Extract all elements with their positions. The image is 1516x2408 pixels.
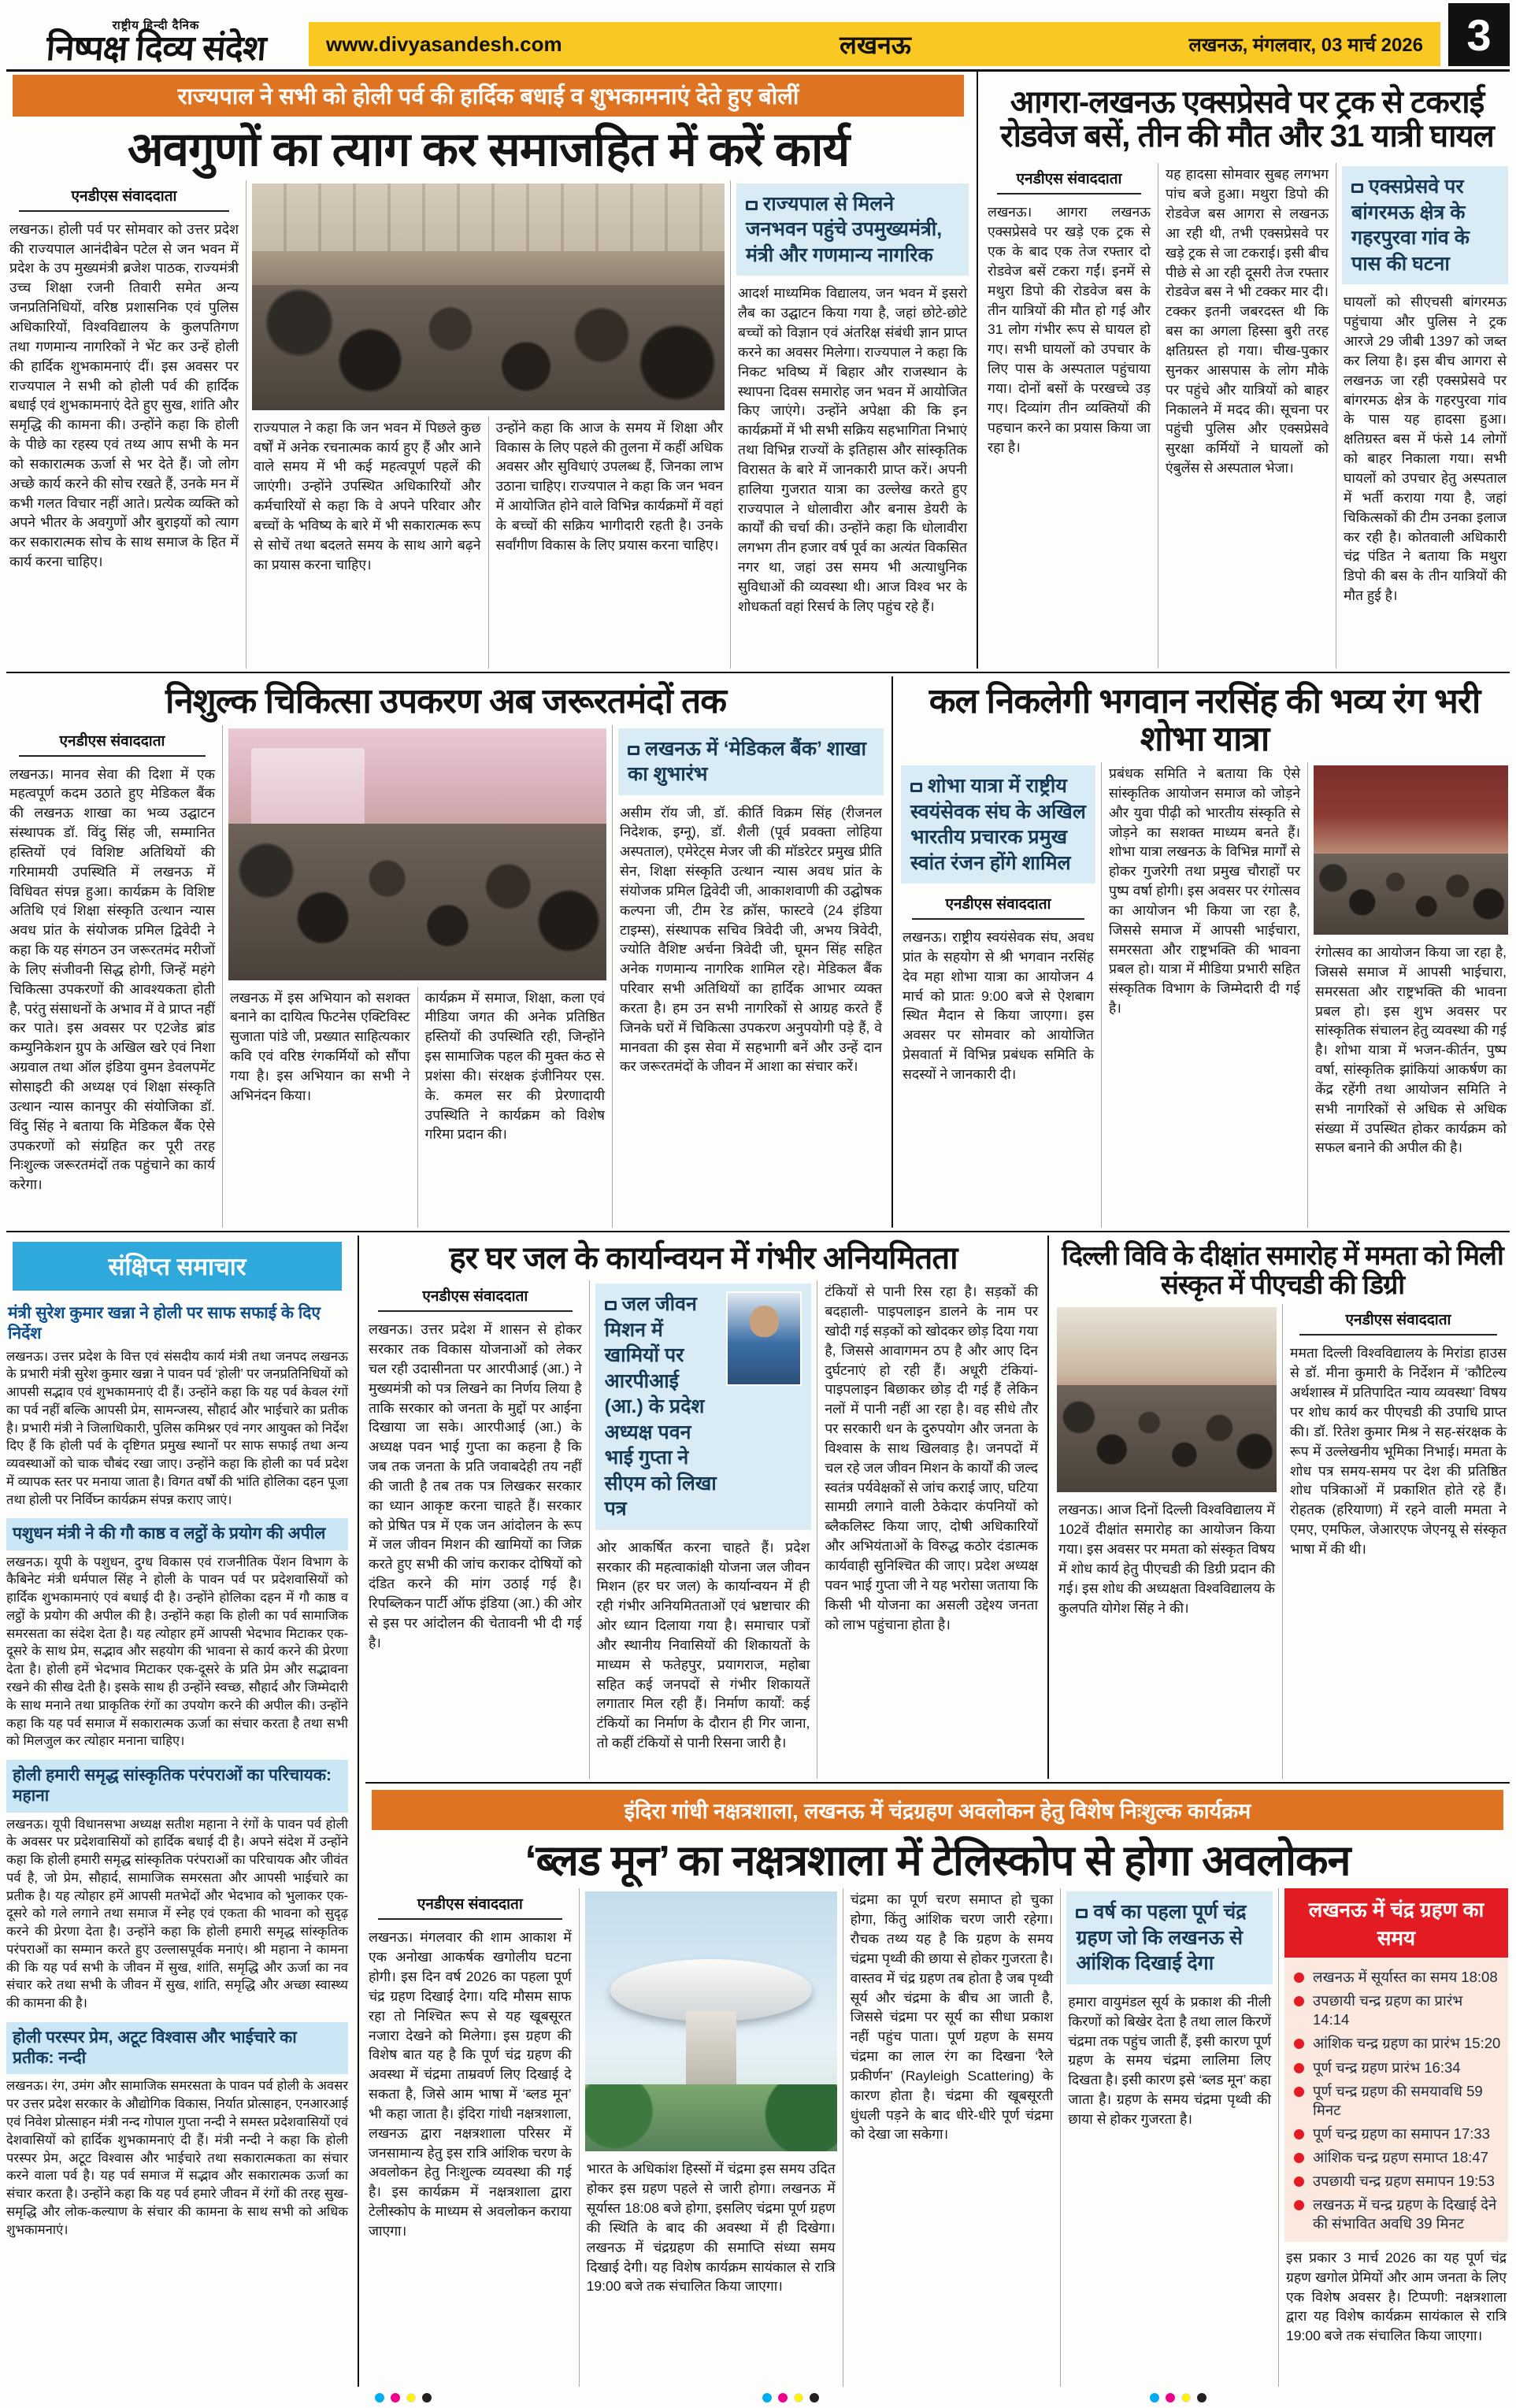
medical-bank-event-photo: [228, 728, 606, 980]
article-text: हमारा वायुमंडल सूर्य के प्रकाश की नीली किरणों को बिखेर देता है तथा लाल किरणें चंद्रमा तक पहुंच जाती हैं, इसी कारण पूर्ण ग्रहण के समय चंद्रमा लालिमा लिए दिखता है। इसी कारण इसे ‘ब्लड मून’ कहा जाता है। ग्रहण के समय चंद्रमा पृथ्वी की छाया से होकर गुजरता है।: [1068, 1993, 1272, 2127]
article-text: भारत के अधिकांश हिस्सों में चंद्रमा इस समय उदित होकर इस ग्रहण पहले से जारी होगा। लखनऊ में सूर्यास्त 18:08 बजे होगा, इसलिए चंद्रमा पूर्ण ग्रहण की स्थिति के बाद की अवस्था में ही दिखेगा। लखनऊ में चंद्रग्रहण की समाप्ति संध्या समय दिखाई देगी। यह विशेष कार्यक्रम सायंकाल से रात्रि 19:00 बजे तक संचालित किया जाएगा।: [586, 2161, 836, 2295]
byline: एनडीएस संवाददाता: [378, 1282, 573, 1312]
cyan-dot-icon: [375, 2393, 384, 2402]
box-square-icon: [910, 783, 922, 792]
brief-item: [6, 1518, 348, 1754]
convocation-photo: [1057, 1307, 1277, 1492]
yellow-dot-icon: [794, 2393, 803, 2402]
edition-city: लखनऊ: [840, 30, 911, 59]
brief-item: [6, 2022, 348, 2242]
eclipse-timing-item: पूर्ण चन्द्र ग्रहण प्रारंभ 16:34: [1289, 2056, 1502, 2080]
article-text: लखनऊ। मानव सेवा की दिशा में एक महत्वपूर्ण कदम उठाते हुए मेडिकल बैंक की लखनऊ शाखा का भव्य उद्घाटन संस्थापक डॉ. विंदु सिंह जी, सम्मानित हस्तियों एवं विशिष्ट अतिथियों की गरिमामयी उपस्थिति में लखनऊ में विधिवत संपन्न हुआ। कार्यक्रम के विशिष्ट अतिथि एवं शिक्षा संस्कृति उत्थान न्यास अवध प्रांत के संयोजक प्रमिल द्विवेदी ने कहा कि यह संगठन उन जरूरतमंद मरीजों के लिए संजीवनी सिद्ध होगी, जिन्हें महंगे चिकित्सा उपकरणों की आवश्यकता होती है, परंतु संसाधनों के अभाव में वे प्राप्त नहीं कर पाते। इस अवसर पर ए2जेड ब्रांड कम्युनिकेशन ग्रुप के अखिल खरे एवं निशा अग्रवाल तथा ऑल इंडिया वुमन डेवलपमेंट सोसाइटी की अध्यक्ष एवं शिक्षा संस्कृति उत्थान न्यास कानपुर की संयोजिका डॉ. विंदु सिंह ने बताया कि मेडिकल बैंक ऐसे उपकरणों को संग्रहित कर पूरी तरह निःशुल्क जरूरतमंदों तक पहुंचाने का कार्य करेगा।: [9, 765, 215, 1193]
bloodmoon-section: [364, 1787, 1511, 2387]
magenta-dot-icon: [1166, 2393, 1175, 2402]
article-text: ममता दिल्ली विश्वविद्यालय के मिरांडा हाउस से डॉ. मीना कुमारी के निर्देशन में ‘कौटिल्य अर्थशास्त्र में प्रतिपादित न्याय व्यवस्था’ विषय पर शोध कार्य कर पीएचडी की उपाधि प्राप्त की। डॉ. रितेश कुमार मिश्र ने सह-संरक्षक के रूप में उल्लेखनीय भूमिका निभाई। ममता के शोध पत्र समय-समय पर देश की प्रतिष्ठित शोध पत्रिकाओं में प्रकाशित होते रहे हैं। रोहतक (हरियाणा) में रहने वाली ममता ने एमए, एमफिल, जेआरएफ जेएनयू से संस्कृत भाषा में की थी।: [1290, 1345, 1507, 1557]
black-dot-icon: [422, 2393, 432, 2402]
logo-tagline: राष्ट्रीय हिन्दी दैनिक: [112, 19, 200, 32]
headline-accident: आगरा-लखनऊ एक्सप्रेसवे पर ट्रक से टकराई रोडवेज बसें, तीन की मौत और 31 यात्री घायल: [1000, 85, 1494, 154]
briefs-list: [6, 1298, 348, 2242]
website-link[interactable]: www.divyasandesh.com: [326, 31, 562, 56]
row-divider: [6, 1231, 1510, 1232]
article-text: लखनऊ। मंगलवार की शाम आकाश में एक अनोखा आकर्षक खगोलीय घटना होगी। इस दिन वर्ष 2026 का पहला पूर्ण चंद्र ग्रहण दिखाई देगा। यदि मौसम साफ रहा तो निश्चित रूप से यह खूबसूरत नजारा देखने को मिलेगा। इस ग्रहण की विशेष बात यह है कि पूर्ण चंद्र ग्रहण की अवस्था में चंद्रमा ताम्रवर्ण लिए दिखाई दे सकता है, जिसे आम भाषा में ‘ब्लड मून’ भी कहा जाता है। इंदिरा गांधी नक्षत्रशाला, लखनऊ द्वारा नक्षत्रशाला परिसर में जनसामान्य हेतु इस रात्रि आंशिक चरण के अवलोकन हेतु निःशुल्क व्यवस्था की गई है। इस कार्यक्रम में नक्षत्रशाला द्वारा टेलीस्कोप के माध्यम से अवलोकन कराया जाएगा।: [369, 1929, 572, 2239]
article-text: घायलों को सीएचसी बांगरमऊ पहुंचाया और पुलिस ने ट्रक आरजे 29 जीबी 1397 को जब्त कर लिया है। इस बीच आगरा से लखनऊ जा रही एक्सप्रेसवे पर बांगरमऊ क्षेत्र के गहरपुरवा गांव के पास यह हादसा हुआ। क्षतिग्रस्त बस में फंसे 14 लोगों को बाहर निकाला गया। सभी घायलों को उपचार हेतु अस्पताल में भर्ती कराया गया है, जहां चिकित्सकों की टीम उनका इलाज कर रही है। कोतवाली अधिकारी चंद्र पंडित ने बताया कि मथुरा डिपो की बस के तीन यात्रियों की मौत हुई है।: [1344, 294, 1507, 604]
article-text: प्रबंधक समिति ने बताया कि ऐसे सांस्कृतिक आयोजन समाज को जोड़ने और युवा पीढ़ी को भारतीय संस्कृति से जोड़ने का सशक्त माध्यम बनते हैं। शोभा यात्रा लखनऊ के विभिन्न मार्गों से होकर गुजरेगी तथा प्रमुख चौराहों पर पुष्प वर्षा होगी। इस अवसर पर रंगोत्सव का आयोजन भी किया जा रहा है, जिससे समाज में आपसी भाईचारा, समरसता और राष्ट्रभक्ति की भावना प्रबल हो। यात्रा में मीडिया प्रभारी सहित संस्कृतिक विभाग के जिम्मेदारी दी गई है।: [1109, 765, 1300, 1017]
audience-silhouettes: [252, 285, 725, 409]
story-medical-bank: [5, 676, 887, 1228]
print-registration-marks: [5, 2387, 1511, 2408]
press-conference-photo: [1314, 765, 1508, 935]
headline-bloodmoon: ‘ब्लड मून’ का नक्षत्रशाला में टेलिस्कोप से होगा अवलोकन: [524, 1837, 1351, 1884]
box-square-icon: [746, 201, 758, 210]
headline-governor: अवगुणों का त्याग कर समाजहित में करें कार्य: [127, 123, 850, 176]
story-bloodmoon: [364, 1787, 1511, 2387]
article-text: रंगोत्सव का आयोजन किया जा रहा है, जिससे समाज में आपसी भाईचारा, समरसता और राष्ट्रभक्ति की भावना प्रबल हो। इस शुभ अवसर पर सांस्कृतिक संचालन हेतु व्यवस्था की गई है। शोभा यात्रा में भजन-कीर्तन, पुष्प वर्षा, सांस्कृतिक झांकियां आकर्षण का केंद्र रहेंगी तथा आयोजन समिति ने सभी नागरिकों से अधिक से अधिक संख्या में उपस्थित होकर कार्यक्रम को सफल बनाने की अपील की है।: [1315, 944, 1507, 1156]
headline-mamata: दिल्ली विवि के दीक्षांत समारोह में ममता को मिली संस्कृत में पीएचडी की डिग्री: [1062, 1241, 1503, 1300]
story-mamata-phd: [1054, 1235, 1511, 1779]
byline: एनडीएस संवाददाता: [378, 1890, 562, 1920]
eclipse-timings-box: [1284, 1888, 1508, 2387]
brief-item: [6, 1298, 348, 1512]
reg-dot-group: [762, 2393, 819, 2402]
article-text: आदर्श माध्यमिक विद्यालय, जन भवन में इसरो लैब का उद्घाटन किया गया है, जहां छोटे-छोटे बच्चों को विज्ञान एवं अंतरिक्ष संबंधी ज्ञान प्राप्त करने का अवसर मिलेगा। राज्यपाल ने कहा कि निकट भविष्य में बिहार और राजस्थान के स्थापना दिवस समारोह जन भवन में आयोजित किए जाएंगे। उन्होंने अपेक्षा की कि इन कार्यक्रमों में भी सभी सक्रिय सहभागिता निभाएं तथा विभिन्न राज्यों के इतिहास और सांस्कृतिक विरासत के बारे में जानकारी प्राप्त करें। अपनी हालिया गुजरात यात्रा का उल्लेख करते हुए राज्यपाल ने धोलावीरा और बनास डेयरी के कार्यों की चर्चा की। उन्होंने कहा कि धोलावीरा लगभग तीन हजार वर्ष पूर्व का अत्यंत विकसित नगर था, जहां उस समय भी अत्याधुनिक सुविधाओं की व्यवस्था थी। आज विश्व भर के शोधकर्ता वहां रिसर्च के लिए पहुंच रहे हैं।: [738, 285, 967, 614]
magenta-dot-icon: [391, 2393, 400, 2402]
highlight-box-governor: राज्यपाल से मिलने जनभवन पहुंचे उपमुख्यमंत्री, मंत्री और गणमान्य नागरिक: [736, 183, 969, 276]
masthead-band: [309, 22, 1440, 66]
article-text: टंकियों से पानी रिस रहा है। सड़कों की बदहाली- पाइपलाइन डालने के नाम पर खोदी गई सड़कों को खोदकर छोड़ दिया गया है, जिससे आवागमन ठप है और आए दिन दुर्घटनाएं हो रही हैं। अधूरी टंकियां- पाइपलाइन बिछाकर छोड़ दी गई हैं लेकिन नलों में पानी नहीं आ रहा है। वह सीधे तौर पर सरकारी धन के दुरुपयोग और जनता के विश्वास के साथ खिलवाड़ है। जनपदों में चल रहे जल जीवन मिशन के कार्यों की जल्द स्वतंत्र पर्यवेक्षकों से जांच कराई जाए, घटिया सामग्री लगाने वाली ठेकेदार कंपनियों को ब्लैकलिस्ट किया जाए, दोषी अधिकारियों और अभियंताओं के विरुद्ध कठोर दंडात्मक कार्यवाही सुनिश्चित की जाए। प्रदेश अध्यक्ष पवन भाई गुप्ता जी ने यह भरोसा जताया कि किसी भी योजना का असली उद्देश्य जनता को लाभ पहुंचाना होता है।: [825, 1284, 1039, 1632]
story-narsingh-yatra: [898, 676, 1511, 1228]
black-dot-icon: [1197, 2393, 1206, 2402]
row-divider: [6, 672, 1510, 673]
planetarium-photo: [585, 1891, 837, 2151]
byline: एनडीएस संवाददाता: [997, 165, 1141, 194]
newspaper-logo: [11, 20, 301, 66]
eclipse-timing-item: पूर्ण चन्द्र ग्रहण का समापन 17:33: [1289, 2122, 1502, 2146]
story-divider: [1047, 1235, 1049, 1779]
logo-title: निष्पक्ष दिव्य संदेश: [45, 29, 267, 68]
headline-jal: हर घर जल के कार्यान्वयन में गंभीर अनियमितता: [449, 1241, 958, 1276]
brief-body: लखनऊ। रंग, उमंग और सामाजिक समरसता के पावन पर्व होली के अवसर पर उत्तर प्रदेश सरकार के औद्योगिक विकास, निर्यात प्रोत्साहन, एनआरआई एवं निवेश प्रोत्साहन मंत्री नन्द गोपाल गुप्ता नन्दी ने समस्त प्रदेशवासियों एवं देशवासियों को हार्दिक शुभकामनाएं दी हैं। मंत्री नन्दी ने कहा कि होली परस्पर प्रेम, अटूट विश्वास और भाईचारे तथा सकारात्मकता का संचार करने वाला पर्व है। यह पर्व समाज में सद्भाव और सकारात्मक ऊर्जा का संचार करता है। उन्होंने कहा कि यह पर्व हमारे जीवन में रंगों की तरह सुख-समृद्धि और लोक-कल्याण के संचार की कामना के साथ सभी को अधिक शुभकामनाएं।: [6, 2079, 348, 2237]
kicker-bloodmoon: इंदिरा गांधी नक्षत्रशाला, लखनऊ में चंद्रग्रहण अवलोकन हेतु विशेष निःशुल्क कार्यक्रम: [372, 1790, 1503, 1830]
brief-body: लखनऊ। यूपी के पशुधन, दुग्ध विकास एवं राजनीतिक पेंशन विभाग के कैबिनेट मंत्री धर्मपाल सिंह ने होली के पावन पर्व पर प्रदेशवासियों को हार्दिक शुभकामनाएं एवं बधाई दी है। उन्होंने होलिका दहन में गौ काष्ठ व लट्ठों के प्रयोग की अपील की है। उन्होंने कहा कि होली का पर्व सामाजिक समरसता का संदेश देता है। यह त्योहार हमें आपसी भेदभाव मिटाकर एक-दूसरे के साथ प्रेम, सद्भाव और सहयोग की भावना से कार्य करने की प्रेरणा देता है। होली हमें भेदभाव मिटाकर एक-दूसरे के प्रति प्रेम और सद्भावना रखने की सीख देती है। इसके साथ ही उन्होंने स्वच्छ, सौहार्द और जिम्मेदारी के साथ मनाने तथा प्राकृतिक रंगों का उपयोग करने की अपील की। उन्होंने कहा कि यह पर्व समाज में सकारात्मक ऊर्जा का संचार करता है तथा सभी को मिलजुल कर त्योहार मनाना चाहिए।: [6, 1554, 348, 1749]
brief-heading: होली हमारी समृद्ध सांस्कृतिक परंपराओं का परिचायक: महाना: [6, 1760, 348, 1813]
cyan-dot-icon: [1150, 2393, 1159, 2402]
briefs-sidebar: [5, 1235, 353, 2387]
brief-heading: पशुधन मंत्री ने की गौ काष्ठ व लट्ठों के प्रयोग की अपील: [6, 1518, 348, 1550]
eclipse-timings-title: लखनऊ में चंद्र ग्रहण का समय: [1284, 1888, 1508, 1958]
eclipse-timings-list: [1289, 1965, 1502, 2236]
article-text: लखनऊ। उत्तर प्रदेश में शासन से होकर सरकार तक विकास योजनाओं को लेकर चल रही उदासीनता पर आरपीआई (आ.) ने मुख्यमंत्री को पत्र लिखने का निर्णय लिया है ताकि सरकार को जनता के मुद्दों पर आईना दिखाया जा सके। आरपीआई (आ.) के अध्यक्ष पवन भाई गुप्ता का कहना है कि जब तक जनता के प्रति जवाबदेही तय नहीं की जाती है तब तक पत्र लिखकर सरकार का ध्यान आकृष्ट करना चाहते हैं। सरकार को प्रेषित पत्र में एक जन आंदोलन के रूप में जल जीवन मिशन की खामियों का जिक्र करते हुए सभी की जांच कराकर दोषियों को दंडित करने की मांग उठाई गई है। रिपब्लिकन पार्टी ऑफ इंडिया (आ.) की ओर से इस पर आंदोलन की चेतावनी भी दी गई है।: [369, 1321, 582, 1650]
bottom-area: [5, 1235, 1511, 2387]
story-governor-holi: [5, 72, 972, 669]
headline-medical: निशुल्क चिकित्सा उपकरण अब जरूरतमंदों तक: [165, 682, 727, 721]
article-text: उन्होंने कहा कि आज के समय में शिक्षा और विकास के लिए पहले की तुलना में कहीं अधिक अवसर और सुविधाएं उपलब्ध हैं, जिनका लाभ उठाना चाहिए। राज्यपाल ने कहा कि जन भवन में आयोजित होने वाले विभिन्न कार्यक्रमों में वहां के बच्चों की सक्रिय भागीदारी रहती है। उनके सर्वांगीण विकास के लिए प्रयास करना चाहिए।: [495, 419, 723, 553]
article-text: राज्यपाल ने कहा कि जन भवन में पिछले कुछ वर्षों में अनेक रचनात्मक कार्य हुए हैं और आने वाले समय में भी कई महत्वपूर्ण पहलें की जाएंगी। उन्होंने उपस्थित अधिकारियों और कर्मचारियों से कहा कि वे अपने परिवार और बच्चों के भविष्य के बारे में भी सकारात्मक रूप से सोचें तथा बदलते समय के साथ आगे बढ़ने का प्रयास करना चाहिए।: [254, 419, 481, 572]
brief-item: [6, 1760, 348, 2016]
eclipse-timing-item: आंशिक चन्द्र ग्रहण समाप्त 18:47: [1289, 2146, 1502, 2169]
eclipse-timing-item: लखनऊ में चन्द्र ग्रहण के दिखाई देने की संभावित अवधि 39 मिनट: [1289, 2193, 1502, 2236]
byline: एनडीएस संवाददाता: [1299, 1306, 1497, 1336]
guests-silhouettes: [228, 824, 606, 980]
masthead: [5, 0, 1511, 69]
article-text: लखनऊ। आज दिनों दिल्ली विश्वविद्यालय में 102वें दीक्षांत समारोह का आयोजन किया गया। इस अवसर पर ममता को संस्कृत विषय में शोध कार्य हेतु पीएचडी की डिग्री प्रदान की गई। इस शोध की अध्यक्षता विश्वविद्यालय के कुलपति योगेश सिंह ने की।: [1058, 1502, 1275, 1616]
kicker-governor: राज्यपाल ने सभी को होली पर्व की हार्दिक बधाई व शुभकामनाएं देते हुए बोलीं: [13, 75, 964, 117]
story-expressway-accident: [983, 72, 1511, 669]
reg-dot-group: [1150, 2393, 1206, 2402]
top-row: [5, 72, 1511, 669]
highlight-box-accident: एक्सप्रेसवे पर बांगरमऊ क्षेत्र के गहरपुरवा गांव के पास की घटना: [1342, 166, 1508, 284]
story-divider: [891, 676, 893, 1228]
magenta-dot-icon: [778, 2393, 788, 2402]
highlight-box-bloodmoon: वर्ष का पहला पूर्ण चंद्र ग्रहण जो कि लखनऊ से आंशिक दिखाई देगा: [1066, 1891, 1273, 1984]
speakers-silhouettes: [1314, 854, 1508, 935]
yellow-dot-icon: [406, 2393, 416, 2402]
brief-body: लखनऊ। यूपी विधानसभा अध्यक्ष सतीश महाना ने रंगों के पावन पर्व होली के अवसर पर प्रदेशवासियों को हार्दिक बधाई दी है। अपने संदेश में उन्होंने कहा कि होली हमारी समृद्ध सांस्कृतिक परंपराओं का परिचायक और जीवंत पर्व है, जो प्रेम, सौहार्द, सामाजिक समरसता और आपसी भाईचारे का प्रतीक है। यह त्योहार हमें आपसी मतभेदों और भेदभाव को भुलाकर एक-दूसरे को गले लगाने तथा समाज में स्नेह एवं एकता की भावना को सुदृढ़ करने की प्रेरणा देता है। उन्होंने कहा कि होली हमारी समृद्ध सांस्कृतिक परंपराओं का सम्मान करते हुए उल्लासपूर्वक मनाएं। श्री महाना ने कामना की कि यह पर्व सभी के जीवन में सुख, शांति, समृद्धि और ऊर्जा का नव संचार करे तथा सभी के जीवन में सुख, शांति, समृद्धि और अच्छा स्वास्थ्य की कामना की है।: [6, 1817, 348, 2011]
box-square-icon: [628, 746, 639, 755]
box-square-icon: [1076, 1909, 1088, 1918]
eclipse-timings-body: [1284, 1958, 1508, 2242]
page-number: 3: [1448, 3, 1510, 66]
eclipse-timing-item: आंशिक चन्द्र ग्रहण का प्रारंभ 15:20: [1289, 2032, 1502, 2055]
pawan-gupta-portrait: [726, 1291, 802, 1386]
middle-row: [5, 676, 1511, 1228]
brief-heading: होली परस्पर प्रेम, अटूट विश्वास और भाईचारे का प्रतीक: नन्दी: [6, 2022, 348, 2075]
byline: एनडीएस संवाददाता: [912, 890, 1084, 920]
box-square-icon: [605, 1301, 617, 1310]
article-text: लखनऊ में इस अभियान को सशक्त बनाने का दायित्व फिटनेस एक्टिविस्ट सुजाता पांडे जी, प्रख्यात साहित्यकार कवि एवं वरिष्ठ रंगकर्मियों को सौंपा गया है। इस अभियान का सभी ने अभिनंदन किया।: [230, 989, 410, 1103]
headline-narsingh: कल निकलेगी भगवान नरसिंह की भव्य रंग भरी शोभा यात्रा: [929, 682, 1481, 758]
article-text: चंद्रमा का पूर्ण चरण समाप्त हो चुका होगा, किंतु आंशिक चरण जारी रहेगा। रौचक तथ्य यह है कि ग्रहण के समय चंद्रमा पृथ्वी की छाया से होकर गुजरता है। वास्तव में चंद्र ग्रहण तब होता है जब पृथ्वी सूर्य और चंद्रमा के बीच आ जाती है, जिससे चंद्रमा पर सूर्य का सीधा प्रकाश नहीं पहुंच पाता। पूर्ण ग्रहण के समय चंद्रमा का लाल रंग का दिखना ‘रैले प्रकीर्णन’ (Rayleigh Scattering) के कारण होता है। चंद्रमा की खूबसूरती धुंधली पड़ने के बाद धीरे-धीरे पूर्ण चंद्रमा को देखा जा सकेगा।: [850, 1891, 1054, 2143]
brief-body: लखनऊ। उत्तर प्रदेश के वित्त एवं संसदीय कार्य मंत्री तथा जनपद लखनऊ के प्रभारी मंत्री सुरेश कुमार खन्ना ने पावन पर्व ‘होली’ पर जनप्रतिनिधियों को आपसी सद्भाव एवं शुभकामनाएं दी हैं। उन्होंने कहा कि यह पर्व केवल रंगों का पर्व नहीं बल्कि आपसी प्रेम, सामन्जस्य, सौहार्द और भाईचारे का प्रतीक है। प्रभारी मंत्री ने जिलाधिकारी, पुलिस कमिश्नर एवं नगर आयुक्त को निर्देश दिए हैं कि होली पर्व के दृष्टिगत प्रमुख स्थानों पर साफ सफाई तथा अन्य व्यवस्थाओं को चाक चौबंद रखा जाए। उन्होंने कहा कि होली का पर्व प्रदेश में व्यापक स्तर पर मनाया जाता है। विगत वर्षों की भांति होलिका दहन पूजा तथा होली पर निर्विघ्न कार्यक्रम संपन्न कराए जाएं।: [6, 1349, 348, 1507]
article-text: लखनऊ। राष्ट्रीय स्वयंसेवक संघ, अवध प्रांत के सहयोग से श्री भगवान नरसिंह देव महा शोभा यात्रा का आयोजन 4 मार्च को प्रातः 9:00 बजे से ऐशबाग स्थित मैदान से किया जाएगा। इस अवसर पर सोमवार को आयोजित प्रेसवार्ता में विभिन्न प्रबंधक समिति के सदस्यों ने जानकारी दी।: [903, 929, 1094, 1082]
eclipse-timing-item: पूर्ण चन्द्र ग्रहण की समयावधि 59 मिनट: [1289, 2080, 1502, 2122]
article-text: इस प्रकार 3 मार्च 2026 का यह पूर्ण चंद्र ग्रहण खगोल प्रेमियों और आम जनता के लिए एक विशेष अवसर है। टिप्पणी: नक्षत्रशाला द्वारा यह विशेष कार्यक्रम सायंकाल से रात्रि 19:00 बजे तक संचालित किया जाएगा।: [1286, 2249, 1507, 2344]
article-text: कार्यक्रम में समाज, शिक्षा, कला एवं मीडिया जगत की अनेक प्रतिष्ठित हस्तियों की उपस्थिति रही, जिन्होंने इस सामाजिक पहल की मुक्त कंठ से प्रशंसा की। संरक्षक इंजीनियर एस. के. कमल सर की प्रेरणादायी उपस्थिति ने कार्यक्रम को विशेष गरिमा प्रदान की।: [424, 989, 605, 1143]
row-divider: [365, 1782, 1510, 1784]
eclipse-timing-item: लखनऊ में सूर्यास्त का समय 18:08: [1289, 1965, 1502, 1989]
article-text: लखनऊ। होली पर्व पर सोमवार को उत्तर प्रदेश की राज्यपाल आनंदीबेन पटेल से जन भवन में प्रदेश के उप मुख्यमंत्री ब्रजेश पाठक, राज्यमंत्री उच्च शिक्षा रजनी तिवारी समेत अन्य जनप्रतिनिधियों, वरिष्ठ प्रशासनिक एवं पुलिस अधिकारियों, विश्वविद्यालय के कुलपतिगण तथा गणमान्य नागरिकों ने भेंट कर उन्हें होली की हार्दिक शुभकामनाएं दीं। इस अवसर पर राज्यपाल ने सभी को होली पर्व की हार्दिक बधाई एवं शुभकामनाएं देते हुए सुख, शांति और समृद्धि की कामना की। उन्होंने कहा कि होली के पीछे का रहस्य एवं तथ्य आप सभी के मन को सकारात्मक ऊर्जा से भर देते हैं। जो लोग अच्छे कार्य करने की सोच रखते हैं, उनके मन में कभी गलत विचार नहीं आते। प्रत्येक व्यक्ति को अपने भीतर के अवगुणों और बुराइयों को त्याग कर सकारात्मक सोच के साथ समाज के हित में कार्य करना चाहिए।: [9, 220, 239, 570]
box-square-icon: [1351, 183, 1363, 193]
story-divider: [977, 72, 978, 669]
cyan-dot-icon: [762, 2393, 772, 2402]
yellow-dot-icon: [1181, 2393, 1191, 2402]
article-text: लखनऊ। आगरा लखनऊ एक्सप्रेसवे पर खड़े एक ट्रक से एक के बाद एक तेज रफ्तार दो रोडवेज बसें टकरा गईं। इनमें से मथुरा डिपो की रोडवेज बस के तीन यात्रियों की मौत हो गई और 31 लोग गंभीर रूप से घायल हो गए। सभी घायलों को उपचार के लिए पास के अस्पताल पहुंचाया गया। दोनों बसों के परखच्चे उड़ गए। दिव्यांग तीन व्यक्तियों की पहचान करने का प्रयास किया जा रहा है।: [988, 204, 1151, 455]
byline: एनडीएस संवाददाता: [19, 182, 229, 212]
dateline: लखनऊ, मंगलवार, 03 मार्च 2026: [1188, 34, 1423, 56]
article-text: असीम रॉय जी, डॉ. कीर्ति विक्रम सिंह (रीजनल निदेशक, इग्नू), डॉ. शैली (पूर्व प्रवक्ता लोहिया अस्पताल), एमेरेट्स मेजर जी की मॉडरेटर प्रमुख प्रीति सेन, शिक्षा संस्कृति उत्थान न्यास अवध प्रांत के संयोजक प्रमिल द्विवेदी जी, आकाशवाणी की उद्घोषक कल्पना जी, टीम रेड क्रॉस, फास्टवे (24 इंडिया टाइम्स), संस्थापक सचिव त्रिवेदी जी, अभय त्रिवेदी, ज्योति वैशिष्ट अर्चना त्रिवेदी जी, घूमन सिंह सहित अनेक गणमान्य नागरिक शामिल रहे। मेडिकल बैंक परिवार सभी अतिथियों का हार्दिक आभार व्यक्त करता है। हम उन सभी नागरिकों से आग्रह करते हैं जिनके घरों में चिकित्सा उपकरण अनुपयोगी पड़े हैं, वे मानवता की इस सेवा में सहभागी बनें और उन्हें दान कर जरूरतमंदों के जीवन में आशा का संचार करें।: [620, 804, 882, 1075]
highlight-box-narsingh: शोभा यात्रा में राष्ट्रीय स्वयंसेवक संघ के अखिल भारतीय प्रचारक प्रमुख स्वांत रंजन होंगे शामिल: [901, 765, 1095, 884]
brief-heading: मंत्री सुरेश कुमार खन्ना ने होली पर साफ सफाई के दिए निर्देश: [8, 1304, 321, 1343]
sidebar-divider: [358, 1235, 359, 2387]
eclipse-timing-item: उपछायी चन्द्र ग्रहण समापन 19:53: [1289, 2169, 1502, 2193]
eclipse-timing-item: उपछायी चन्द्र ग्रहण का प्रारंभ 14:14: [1289, 1989, 1502, 2032]
reg-dot-group: [375, 2393, 432, 2402]
byline: एनडीएस संवाददाता: [19, 727, 206, 757]
article-text: ओर आकर्षित करना चाहते हैं। प्रदेश सरकार की महत्वाकांक्षी योजना जल जीवन मिशन (हर घर जल) के कार्यान्वयन में ही रही गंभीर अनियमितताओं एवं भ्रष्टाचार की ओर ध्यान दिलाया गया है। समाचार पत्रों और स्थानीय निवासियों की शिकायतों के माध्यम से फतेहपुर, प्रयागराज, महोबा सहित कई जनपदों से गंभीर शिकायतें लगातार मिल रही हैं। निर्माण कार्यों: कई टंकियों का निर्माण के दौरान ही गिर जाना, तो कहीं टंकियों से पानी रिसना जारी है।: [596, 1539, 810, 1751]
article-text: यह हादसा सोमवार सुबह लगभग पांच बजे हुआ। मथुरा डिपो की रोडवेज बस आगरा से लखनऊ आ रही थी, तभी एक्सप्रेसवे पर खड़े ट्रक से जा टकराई। इसी बीच पीछे से आ रही दूसरी तेज रफ्तार रोडवेज बस ने भी टक्कर मार दी। टक्कर इतनी जबरदस्त थी कि बस का अगला हिस्सा बुरी तरह क्षतिग्रस्त हो गया। चीख-पुकार सुनकर आसपास के लोग मौके पर पहुंचे और यात्रियों को बाहर निकालने में मदद की। सूचना पर पहुंची पुलिस और एक्सप्रेसवे सुरक्षा कर्मियों ने घायलों को एंबुलेंस से अस्पताल भेजा।: [1166, 166, 1329, 476]
black-dot-icon: [810, 2393, 819, 2402]
briefs-title: संक्षिप्त समाचार: [13, 1242, 342, 1291]
graduates-silhouettes: [1057, 1385, 1277, 1492]
governor-meeting-photo: [252, 183, 725, 410]
story-jal-jeevan: [364, 1235, 1043, 1779]
highlight-box-medical: लखनऊ में ‘मेडिकल बैंक’ शाखा का शुभारंभ: [618, 728, 884, 795]
lower-story-row: [364, 1235, 1511, 1779]
highlight-box-jal: जल जीवन मिशन में खामियों पर आरपीआई (आ.) के प्रदेश अध्यक्ष पवन भाई गुप्ता ने सीएम को लिखा पत्र: [595, 1284, 812, 1530]
